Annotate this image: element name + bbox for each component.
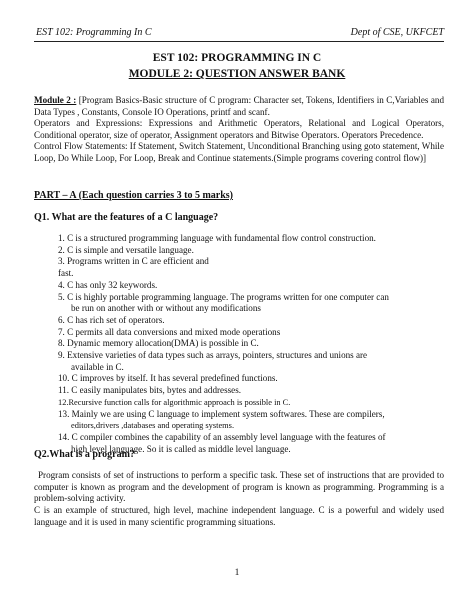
header-rule (34, 41, 444, 42)
part-a-heading: PART – A (Each question carries 3 to 5 marks) (34, 190, 233, 201)
q2-question: Q2.What is a program? (34, 449, 135, 460)
q2-paragraph-2: C is an example of structured, high level, machine independent language. C is a powerful and widely used language and it is used in many scientific programming situations. (34, 505, 444, 527)
list-item: 7. C permits all data conversions and mixed mode operations (58, 326, 281, 337)
list-item: 13. Mainly we are using C language to implement system softwares. These are compilers, (58, 408, 385, 419)
module-line-3: Control Flow Statements: If Statement, Switch Statement, Unconditional Branching using goto statement, While Loop, Do While Loop, For Loop, Break and Continue statements.(Simple programs covering control flow)] (34, 141, 444, 163)
list-item: available in C. (71, 361, 124, 372)
page-number: 1 (234, 568, 240, 578)
list-item: 12.Recursive function calls for algorithmic approach is possible in C. (58, 397, 291, 407)
list-item: 4. C has only 32 keywords. (58, 279, 158, 290)
list-item: 10. C improves by itself. It has several predefined functions. (58, 373, 278, 384)
q2-paragraph-1: Program consists of set of instructions to perform a specific task. These set of instructions that are provided to computer is known as program and the development of program is known as programming. Programming is a problem-solving activity. (34, 470, 444, 504)
list-item: editors,drivers ,databases and operating systems. (71, 421, 235, 431)
list-item: be run on another with or without any modifications (71, 303, 261, 314)
list-item: 1. C is a structured programming language with fundamental flow control construction. (58, 233, 376, 243)
list-item: 8. Dynamic memory allocation(DMA) is possible in C. (58, 338, 259, 349)
list-item: high level language. So it is called as middle level language. (71, 443, 291, 454)
title-course: EST 102: PROGRAMMING IN C (152, 52, 322, 64)
list-item: 2. C is simple and versatile language. (58, 244, 194, 255)
module-line-1: Module 2 : [Program Basics-Basic structure of C program: Character set, Tokens, Identifiers in C,Variables and Data Types , Constants, Console IO Operations, printf and scanf. (34, 95, 444, 117)
q1-feature-list (58, 233, 444, 455)
list-item: 5. C is highly portable programming language. The programs written for one computer can (58, 291, 389, 302)
list-item: 9. Extensive varieties of data types such as arrays, pointers, structures and unions are (58, 350, 368, 361)
header-left: EST 102: Programming In C (36, 27, 152, 38)
q1-question: Q1. What are the features of a C language? (34, 212, 219, 223)
title-module: MODULE 2: QUESTION ANSWER BANK (128, 68, 346, 80)
module-label: Module 2 : (34, 95, 77, 105)
list-item: fast. (58, 268, 74, 279)
list-item: 11. C easily manipulates bits, bytes and addresses. (58, 385, 242, 396)
module-line-2: Operators and Expressions: Expressions and Arithmetic Operators, Relational and Logical Operators, Conditional operator, size of operator, Assignment operators and Bitwise Operators. Operators Precedence. (34, 118, 444, 140)
list-item: 3. Programs written in C are efficient and (58, 256, 209, 267)
list-item: 6. C has rich set of operators. (58, 314, 165, 325)
module-syllabus (34, 95, 444, 165)
header-right: Dept of CSE, UKFCET (350, 27, 444, 38)
list-item: 14. C compiler combines the capability of an assembly level language with the features of (58, 431, 386, 442)
